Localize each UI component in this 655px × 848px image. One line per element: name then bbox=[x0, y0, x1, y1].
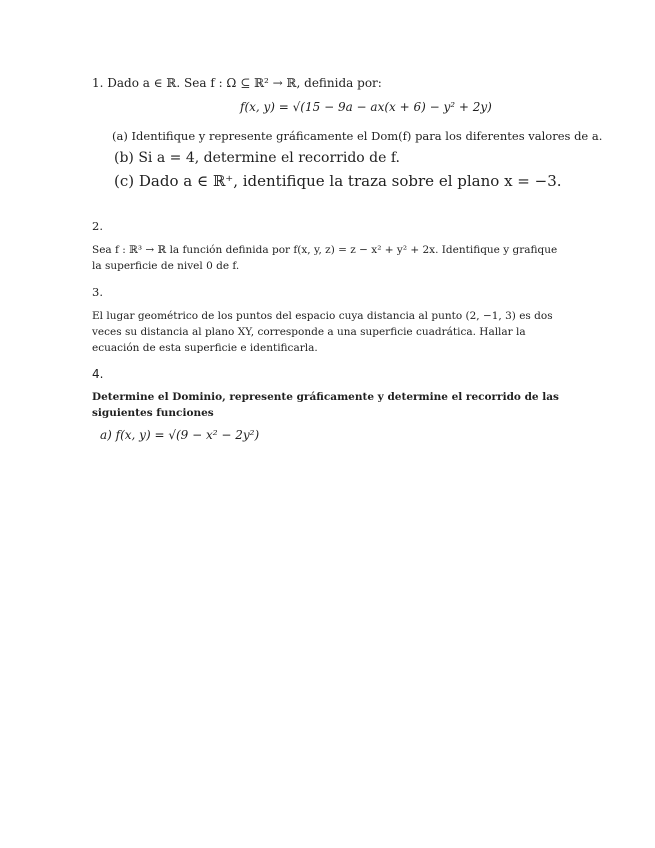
problem-1-part-c: (c) Dado a ∈ ℝ⁺, identifique la traza sobre el plano x = −3. bbox=[114, 172, 562, 190]
problem-4-number: 4. bbox=[92, 367, 104, 381]
problem-2-number: 2. bbox=[92, 219, 103, 233]
problem-4-text: Determine el Dominio, represente gráficamente y determine el recorrido de las siguientes funciones bbox=[92, 391, 559, 419]
problem-1-heading: 1. Dado a ∈ ℝ. Sea f : Ω ⊆ ℝ² → ℝ, definida por: bbox=[92, 76, 382, 90]
problem-4-item-a: a) f(x, y) = √(9 − x² − 2y²) bbox=[100, 428, 260, 442]
problem-1-formula: f(x, y) = √(15 − 9a − ax(x + 6) − y² + 2y) bbox=[240, 100, 492, 114]
problem-1-part-b: (b) Si a = 4, determine el recorrido de f. bbox=[114, 150, 400, 166]
problem-3-number: 3. bbox=[92, 285, 103, 299]
problem-1-part-a: (a) Identifique y represente gráficamente el Dom(f) para los diferentes valores de a. bbox=[112, 129, 603, 143]
problem-3-text: El lugar geométrico de los puntos del espacio cuya distancia al punto (2, −1, 3) es dos veces su distancia al plano XY, corresponde a una superficie cuadrática. Hallar la ecuación de esta superficie e identificarla. bbox=[92, 310, 553, 354]
problem-2-text: Sea f : ℝ³ → ℝ la función definida por f(x, y, z) = z − x² + y² + 2x. Identifique y grafique la superficie de nivel 0 de f. bbox=[92, 244, 558, 272]
